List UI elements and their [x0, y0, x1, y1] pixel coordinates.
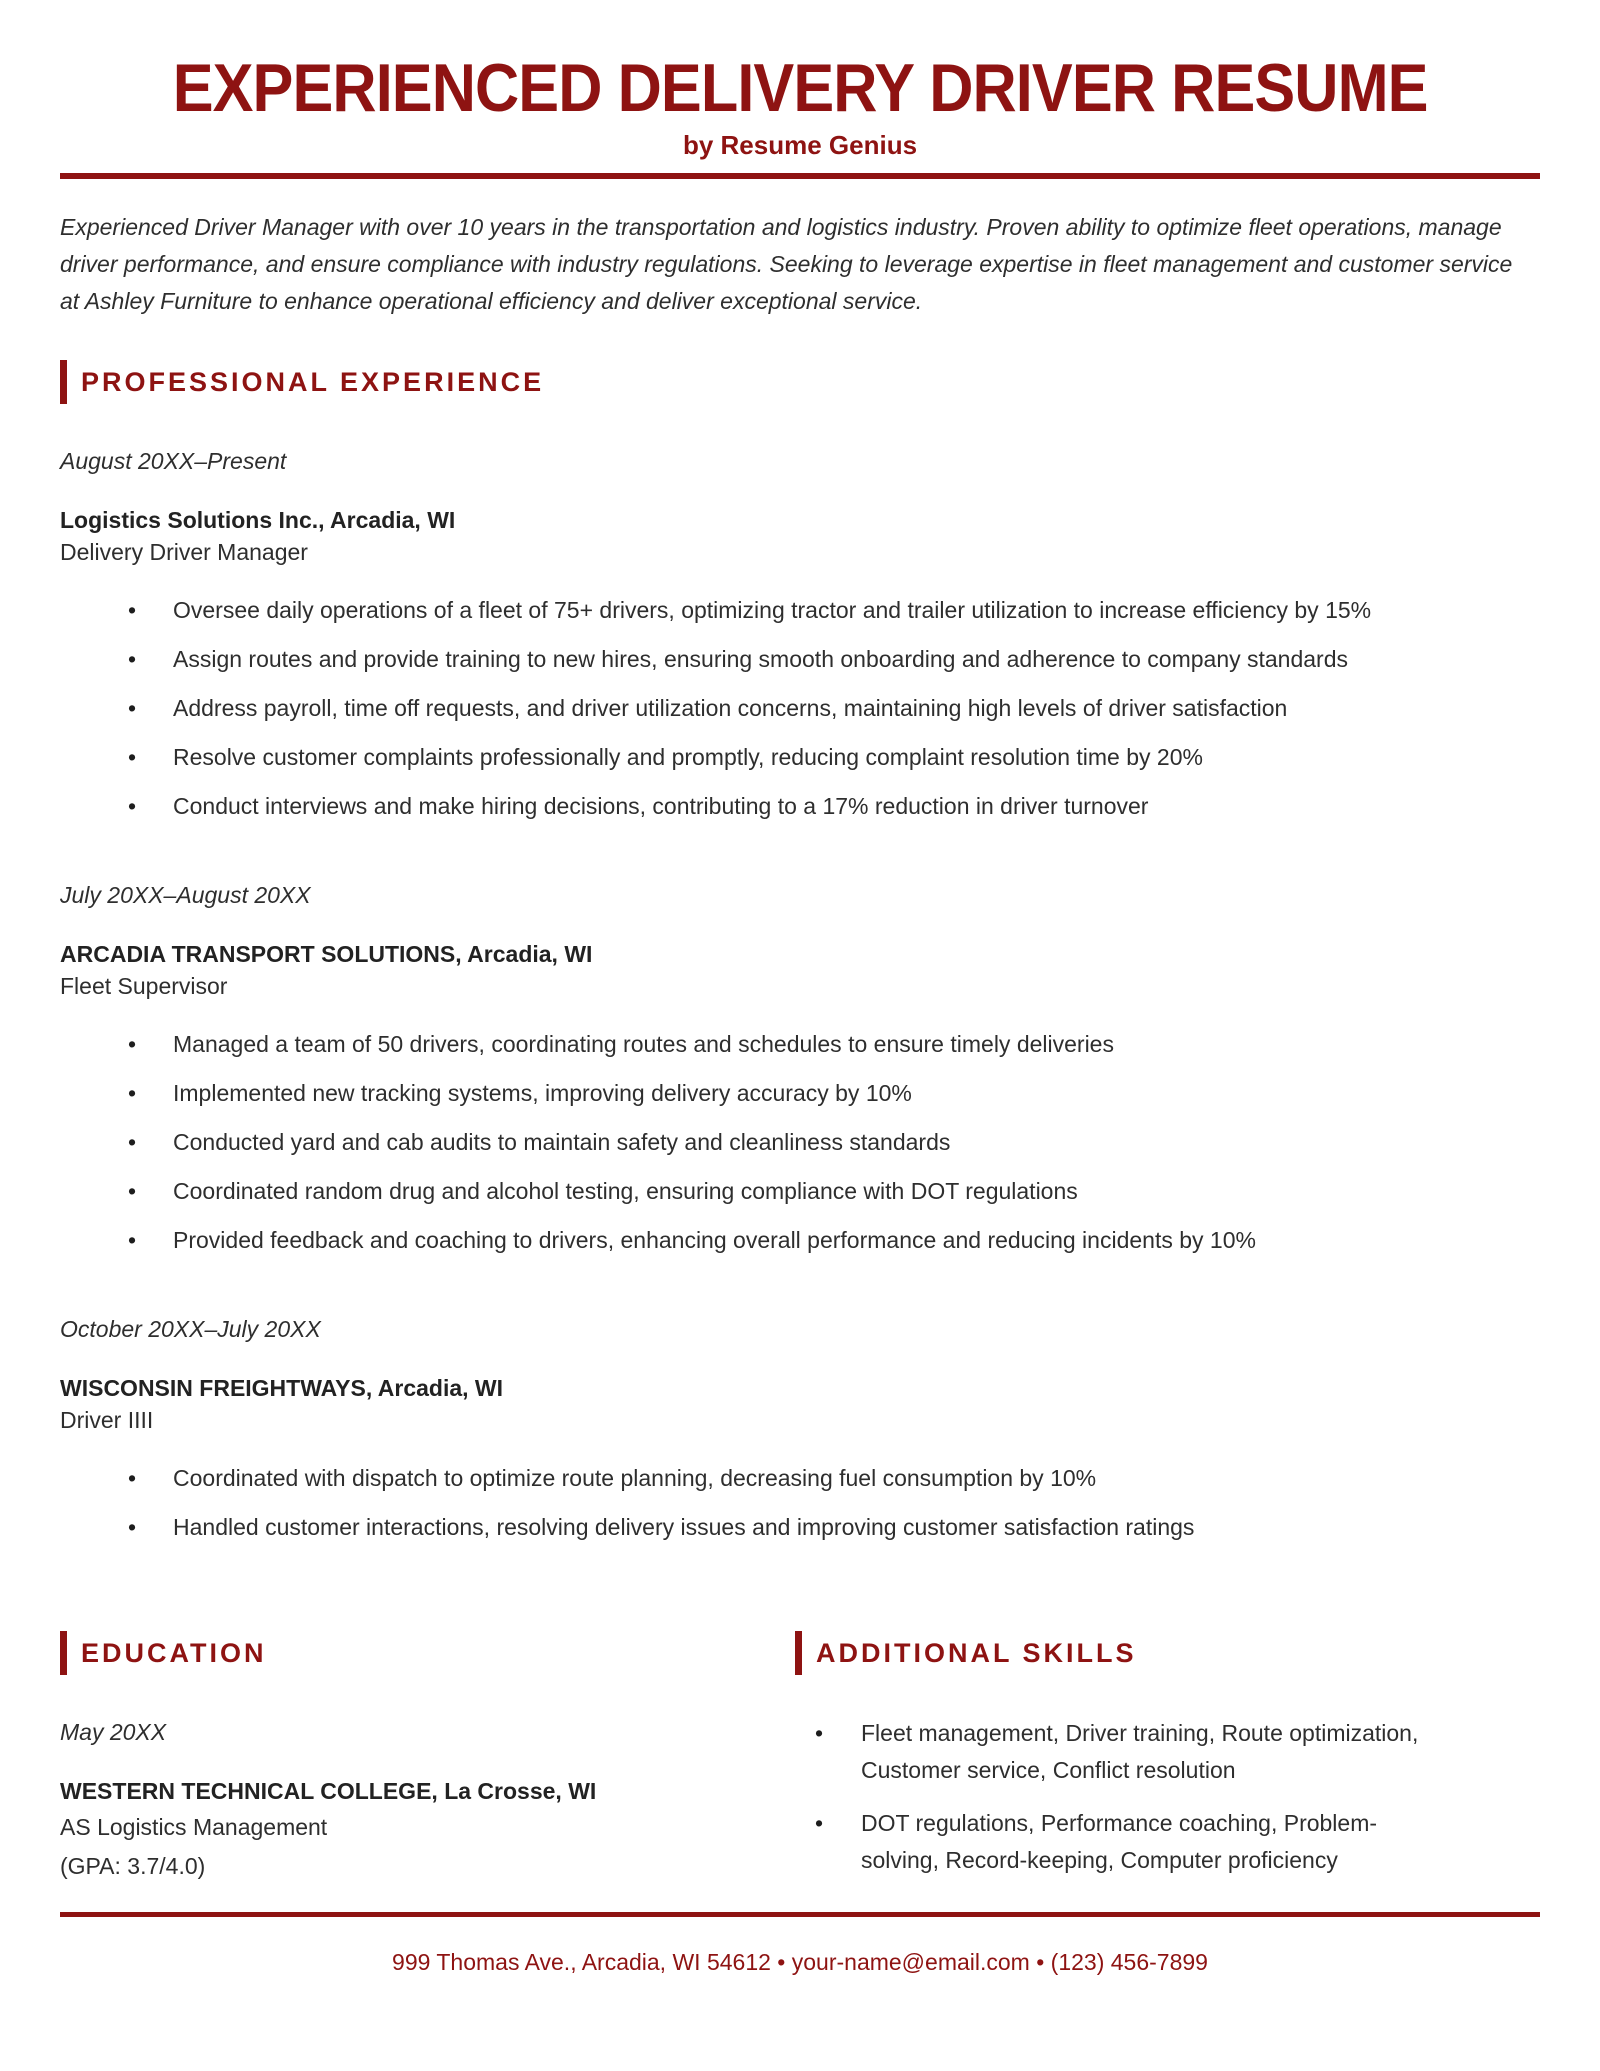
- job-bullet-list: [60, 592, 1540, 824]
- education-school: WESTERN TECHNICAL COLLEGE, La Crosse, WI: [60, 1778, 597, 1804]
- footer-contact: 999 Thomas Ave., Arcadia, WI 54612 • your-name@email.com • (123) 456-7899: [392, 1949, 1208, 1975]
- section-heading-experience: PROFESSIONAL EXPERIENCE: [60, 360, 1540, 404]
- job-dates: August 20XX–Present: [60, 448, 287, 474]
- job-bullet-list: [60, 1026, 1540, 1258]
- summary-paragraph: Experienced Driver Manager with over 10 years in the transportation and logistics industry. Proven ability to optimize fleet operations, manage driver performance, and ensure compliance with industry regulations. Seeking to leverage expertise in fleet management and customer service at Ashley Furniture to enhance operational efficiency and deliver exceptional service.: [60, 214, 1513, 314]
- job-bullet: • Oversee daily operations of a fleet of 75+ drivers, optimizing tractor and trailer utilization to increase efficiency by 15%: [128, 592, 1423, 628]
- skill-item: • DOT regulations, Performance coaching, Problem-solving, Record-keeping, Computer proficiency: [815, 1805, 1435, 1879]
- job-bullet: • Provided feedback and coaching to drivers, enhancing overall performance and reducing incidents by 10%: [128, 1222, 1423, 1258]
- job-role: Delivery Driver Manager: [60, 539, 308, 565]
- job-bullet: • Assign routes and provide training to new hires, ensuring smooth onboarding and adherence to company standards: [128, 641, 1423, 677]
- section-heading-skills: ADDITIONAL SKILLS: [795, 1631, 1540, 1675]
- job-entry: [60, 1316, 1540, 1545]
- job-role: Driver IIII: [60, 1407, 154, 1433]
- job-company: ARCADIA TRANSPORT SOLUTIONS, Arcadia, WI: [60, 941, 593, 967]
- job-bullet: • Coordinated with dispatch to optimize route planning, decreasing fuel consumption by 10%: [128, 1460, 1423, 1496]
- page-title-text: EXPERIENCED DELIVERY DRIVER RESUME: [172, 50, 1428, 126]
- job-entry: [60, 882, 1540, 1258]
- job-role: Fleet Supervisor: [60, 973, 228, 999]
- job-bullet: • Coordinated random drug and alcohol testing, ensuring compliance with DOT regulations: [128, 1173, 1423, 1209]
- job-dates: October 20XX–July 20XX: [60, 1316, 321, 1342]
- job-dates: July 20XX–August 20XX: [60, 882, 311, 908]
- job-company: Logistics Solutions Inc., Arcadia, WI: [60, 507, 456, 533]
- job-bullet: • Conducted yard and cab audits to maintain safety and cleanliness standards: [128, 1124, 1423, 1160]
- education-dates: May 20XX: [60, 1719, 167, 1745]
- job-bullet: • Handled customer interactions, resolving delivery issues and improving customer satisfaction ratings: [128, 1509, 1423, 1545]
- job-bullet: • Implemented new tracking systems, improving delivery accuracy by 10%: [128, 1075, 1423, 1111]
- job-bullet: • Conduct interviews and make hiring decisions, contributing to a 17% reduction in driver turnover: [128, 788, 1423, 824]
- page-subtitle: by Resume Genius: [682, 130, 918, 160]
- education-degree: AS Logistics Management: [60, 1814, 328, 1840]
- skills-section: [795, 1631, 1540, 1883]
- bottom-columns: [60, 1631, 1540, 1883]
- skill-item: • Fleet management, Driver training, Route optimization, Customer service, Conflict resolution: [815, 1715, 1435, 1789]
- page-title: [60, 50, 1540, 126]
- education-section: [60, 1631, 760, 1883]
- job-bullet: • Managed a team of 50 drivers, coordinating routes and schedules to ensure timely deliveries: [128, 1026, 1423, 1062]
- job-company: WISCONSIN FREIGHTWAYS, Arcadia, WI: [60, 1375, 504, 1401]
- job-bullet: • Address payroll, time off requests, and driver utilization concerns, maintaining high levels of driver satisfaction: [128, 690, 1423, 726]
- education-gpa: (GPA: 3.7/4.0): [60, 1853, 206, 1879]
- footer-divider: [60, 1912, 1540, 1917]
- job-entry: [60, 448, 1540, 824]
- footer: [60, 1912, 1540, 1976]
- header-divider: [60, 173, 1540, 179]
- section-heading-education: EDUCATION: [60, 1631, 760, 1675]
- job-bullet: • Resolve customer complaints professionally and promptly, reducing complaint resolution time by 20%: [128, 739, 1423, 775]
- skills-list: [795, 1715, 1540, 1879]
- job-bullet-list: [60, 1460, 1540, 1545]
